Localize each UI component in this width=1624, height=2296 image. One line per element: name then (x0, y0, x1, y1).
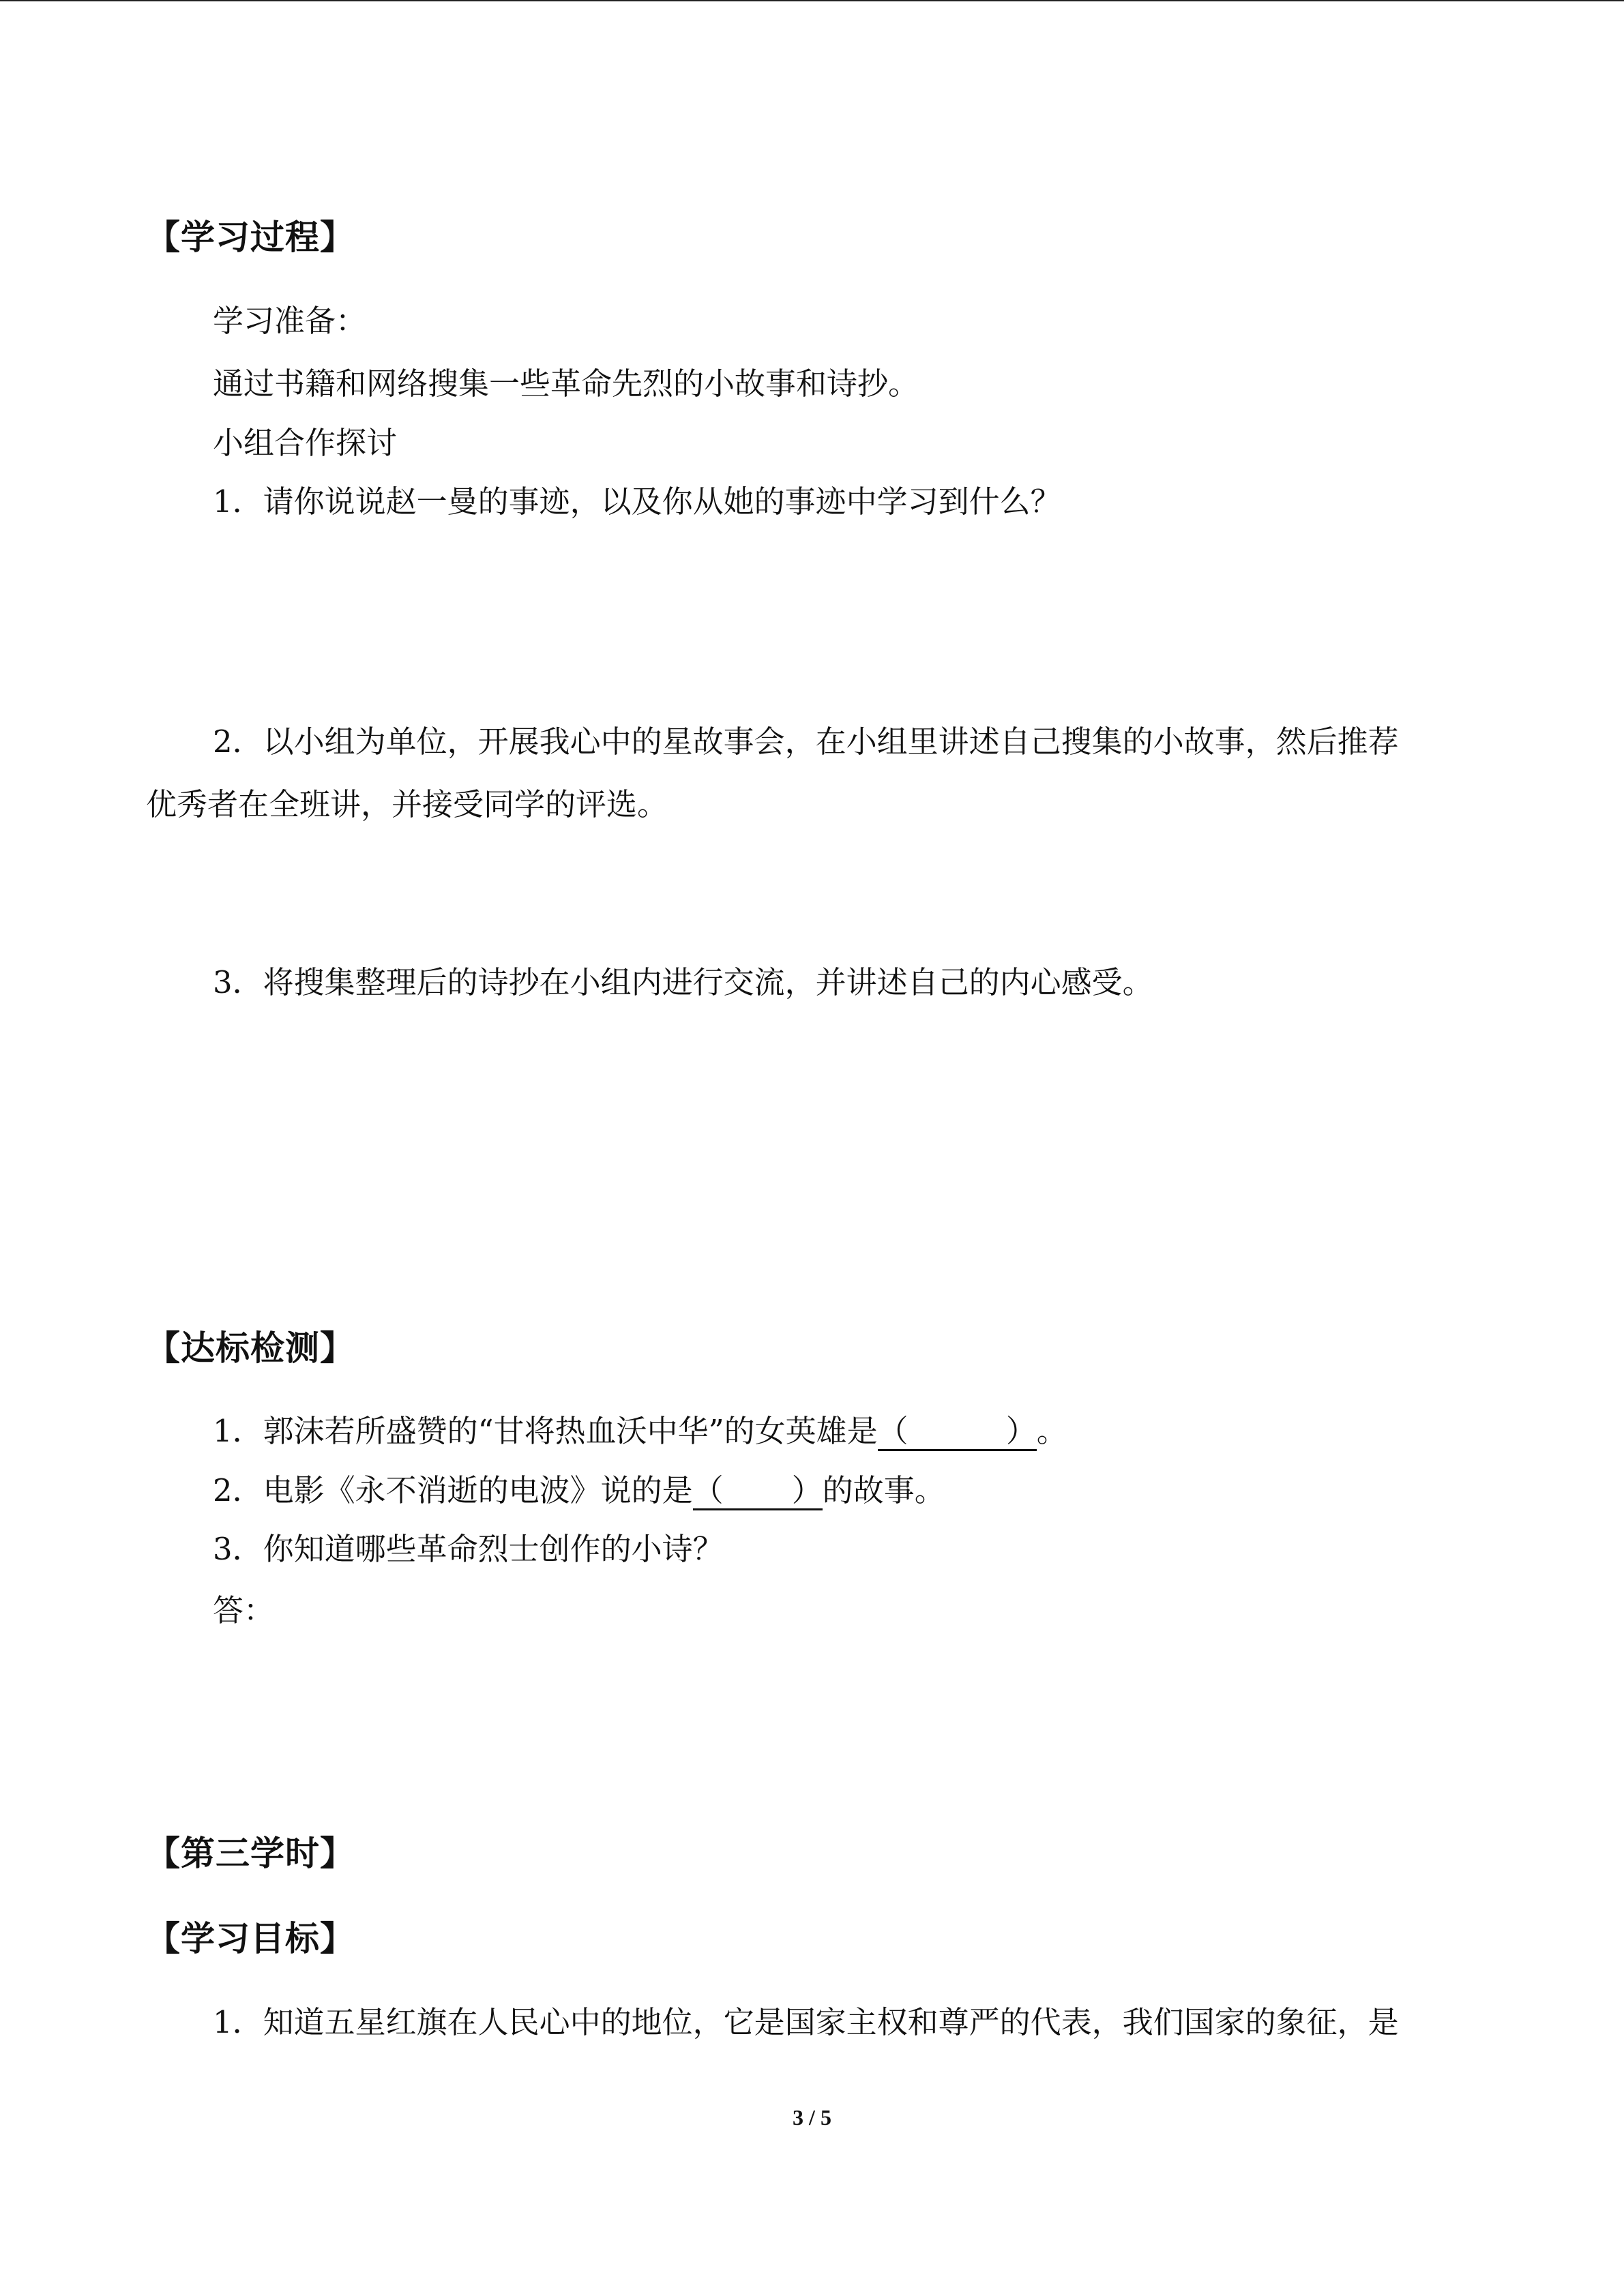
page-number: 3 / 5 (793, 2105, 831, 2130)
question-2-line-1: 2．以小组为单位，开展我心中的星故事会，在小组里讲述自己搜集的小故事，然后推荐 (213, 724, 1399, 760)
question-1: 1．请你说说赵一曼的事迹，以及你从她的事迹中学习到什么？ (213, 483, 1061, 520)
prep-text: 通过书籍和网络搜集一些革命先烈的小故事和诗抄。 (213, 366, 919, 402)
answer-label: 答： (213, 1592, 275, 1628)
question-2-line-2: 优秀者在全班讲，并接受同学的评选。 (146, 786, 668, 822)
heading-third-lesson: 【第三学时】 (146, 1834, 355, 1873)
assessment-item-3: 3．你知道哪些革命烈士创作的小诗？ (213, 1531, 724, 1567)
answer-blank-2[interactable]: （ ） (693, 1473, 823, 1510)
heading-assessment: 【达标检测】 (146, 1328, 355, 1368)
assessment-item-2-text: 2．电影《永不消逝的电波》说的是 (213, 1472, 693, 1508)
assessment-item-1 (213, 1412, 1067, 1451)
assessment-item-2 (213, 1472, 945, 1510)
assessment-item-1-end: 。 (1036, 1413, 1067, 1449)
assessment-item-1-text: 1．郭沫若所盛赞的“甘将热血沃中华”的女英雄是 (213, 1413, 878, 1449)
heading-learning-goals: 【学习目标】 (146, 1919, 355, 1958)
group-discussion-label: 小组合作探讨 (213, 425, 398, 461)
heading-learning-process: 【学习过程】 (146, 218, 355, 257)
question-3: 3．将搜集整理后的诗抄在小组内进行交流，并讲述自己的内心感受。 (213, 964, 1153, 1000)
goal-1: 1．知道五星红旗在人民心中的地位，它是国家主权和尊严的代表，我们国家的象征，是 (213, 2004, 1399, 2040)
answer-blank-1[interactable]: （ ） (878, 1414, 1037, 1451)
assessment-item-2-end: 的故事。 (822, 1472, 945, 1508)
prep-label: 学习准备： (213, 303, 367, 339)
